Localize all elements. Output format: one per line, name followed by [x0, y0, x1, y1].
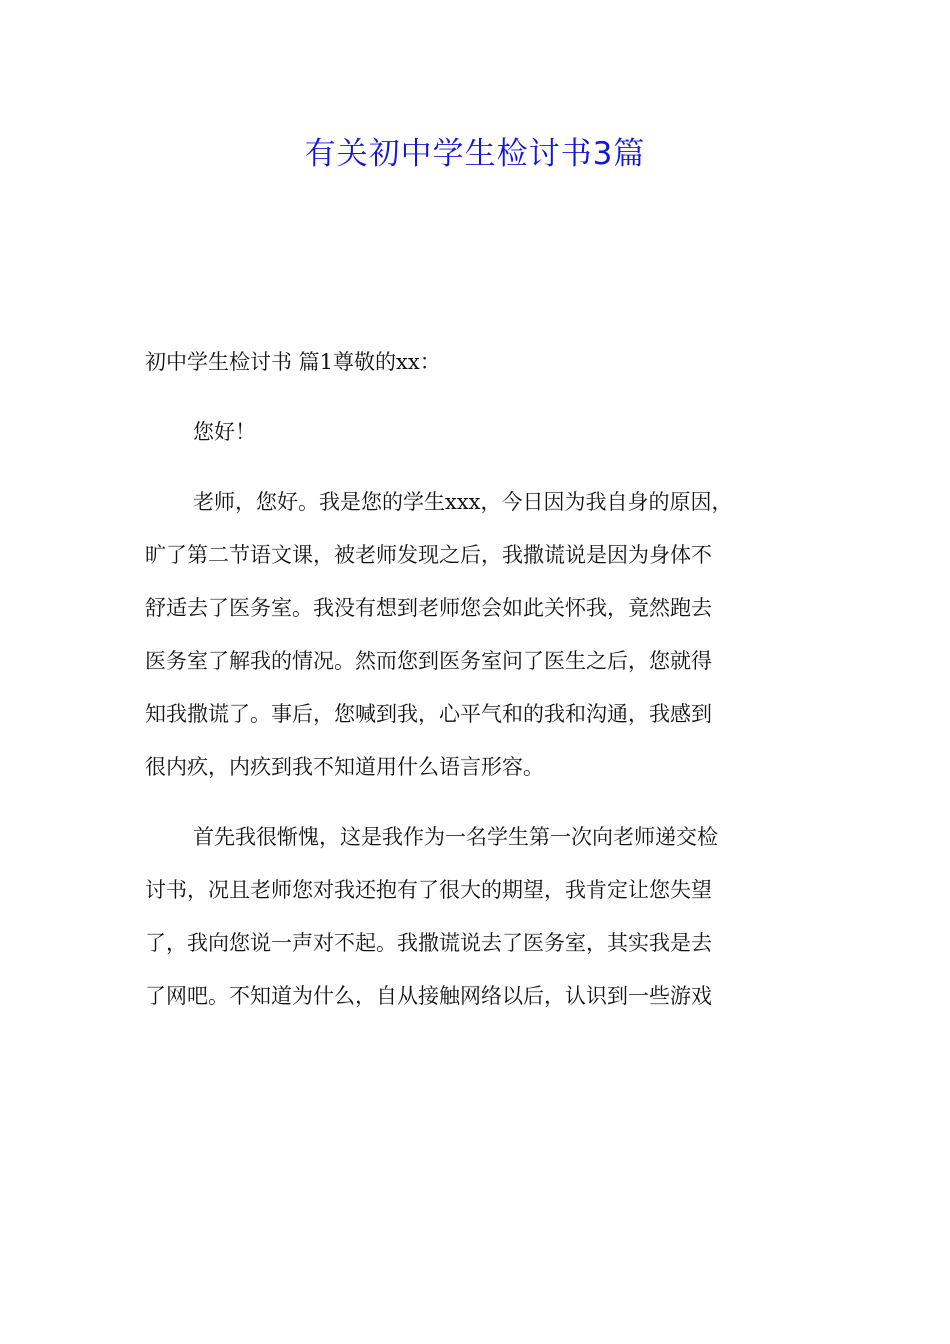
paragraph-line: 很内疚，内疚到我不知道用什么语言形容。 — [145, 755, 544, 779]
paragraph-line: 了，我向您说一声对不起。我撒谎说去了医务室，其实我是去 — [145, 931, 712, 955]
spacer — [145, 794, 810, 811]
spacer — [145, 459, 810, 476]
paragraph-line: 医务室了解我的情况。然而您到医务室问了医生之后，您就得 — [145, 649, 712, 673]
paragraph-line: 老师，您好。我是您的学生xxx，今日因为我自身的原因， — [193, 490, 733, 514]
greeting-line: 您好！ — [193, 420, 256, 444]
paragraph-line: 讨书，况且老师您对我还抱有了很大的期望，我肯定让您失望 — [145, 878, 712, 902]
spacer — [145, 389, 810, 406]
paragraph-line: 了网吧。不知道为什么，自从接触网络以后，认识到一些游戏 — [145, 984, 712, 1008]
document-title: 有关初中学生检讨书3篇 — [304, 136, 646, 172]
heading-line: 初中学生检讨书 篇1尊敬的xx： — [145, 350, 441, 374]
paragraph-line: 舒适去了医务室。我没有想到老师您会如此关怀我，竟然跑去 — [145, 596, 712, 620]
document-body — [145, 336, 810, 1023]
paragraph-2 — [145, 811, 810, 1023]
paragraph-line: 知我撒谎了。事后，您喊到我，心平气和的我和沟通，我感到 — [145, 702, 712, 726]
paragraph-1 — [145, 476, 810, 794]
paragraph-line: 首先我很惭愧，这是我作为一名学生第一次向老师递交检 — [193, 825, 718, 849]
paragraph-line: 旷了第二节语文课，被老师发现之后，我撒谎说是因为身体不 — [145, 543, 712, 567]
